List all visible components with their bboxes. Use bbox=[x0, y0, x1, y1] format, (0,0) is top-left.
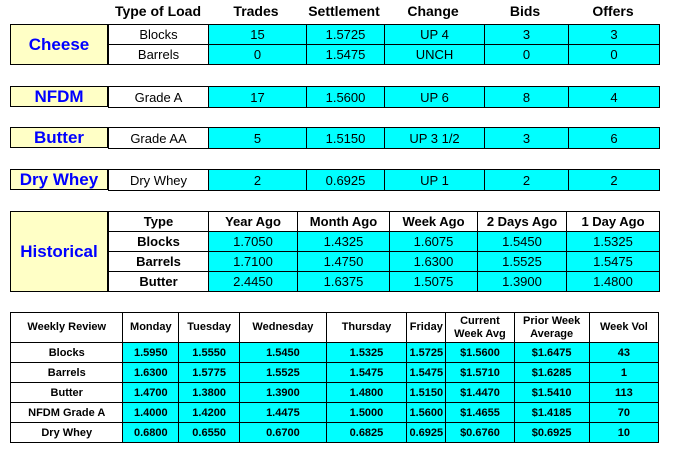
table-row bbox=[109, 170, 660, 191]
historical-cell: 1.3900 bbox=[478, 272, 567, 292]
weekly-review-table bbox=[10, 312, 659, 443]
table-row bbox=[109, 87, 660, 108]
nfdm-table bbox=[108, 86, 660, 108]
weekly-cell: 43 bbox=[589, 343, 658, 363]
cheese-change: UP 4 bbox=[385, 25, 485, 45]
weekly-cell: 1.4700 bbox=[123, 383, 179, 403]
weekly-header: Prior Week Average bbox=[514, 313, 589, 343]
butter-table bbox=[108, 127, 660, 149]
weekly-cell: 1.5150 bbox=[407, 383, 446, 403]
weekly-cell: $0.6925 bbox=[514, 423, 589, 443]
historical-header: Month Ago bbox=[298, 212, 390, 232]
weekly-cell: $0.6760 bbox=[446, 423, 514, 443]
historical-cell: 1.4325 bbox=[298, 232, 390, 252]
weekly-cell: 1.5525 bbox=[240, 363, 327, 383]
historical-table bbox=[108, 211, 660, 292]
cheese-settlement: 1.5725 bbox=[307, 25, 385, 45]
historical-cell: 2.4450 bbox=[209, 272, 298, 292]
nfdm-label: NFDM bbox=[10, 86, 108, 107]
weekly-header: Current Week Avg bbox=[446, 313, 514, 343]
historical-cell: 1.7050 bbox=[209, 232, 298, 252]
weekly-cell: 1.4200 bbox=[179, 403, 240, 423]
weekly-cell: $1.5600 bbox=[446, 343, 514, 363]
historical-header: Year Ago bbox=[209, 212, 298, 232]
dry-whey-type: Dry Whey bbox=[109, 170, 209, 191]
weekly-cell: 1.5475 bbox=[326, 363, 406, 383]
historical-cell: 1.6375 bbox=[298, 272, 390, 292]
weekly-product: Blocks bbox=[11, 343, 123, 363]
butter-trades: 5 bbox=[209, 128, 307, 149]
weekly-cell: 0.6825 bbox=[326, 423, 406, 443]
historical-cell: 1.4750 bbox=[298, 252, 390, 272]
table-row bbox=[11, 403, 659, 423]
cheese-offers: 0 bbox=[569, 45, 660, 65]
historical-cell: 1.5075 bbox=[390, 272, 478, 292]
cheese-change: UNCH bbox=[385, 45, 485, 65]
butter-settlement: 1.5150 bbox=[307, 128, 385, 149]
weekly-cell: 1.5000 bbox=[326, 403, 406, 423]
historical-cell: 1.5325 bbox=[567, 232, 660, 252]
weekly-cell: $1.6285 bbox=[514, 363, 589, 383]
dry-whey-settlement: 0.6925 bbox=[307, 170, 385, 191]
table-row bbox=[109, 128, 660, 149]
historical-label: Historical bbox=[10, 211, 108, 292]
historical-header: 1 Day Ago bbox=[567, 212, 660, 232]
weekly-cell: $1.4470 bbox=[446, 383, 514, 403]
nfdm-settlement: 1.5600 bbox=[307, 87, 385, 108]
weekly-cell: $1.4185 bbox=[514, 403, 589, 423]
historical-header: Type bbox=[109, 212, 209, 232]
table-row bbox=[11, 383, 659, 403]
cheese-bids: 3 bbox=[485, 25, 569, 45]
cheese-type: Blocks bbox=[109, 25, 209, 45]
dry-whey-trades: 2 bbox=[209, 170, 307, 191]
cheese-offers: 3 bbox=[569, 25, 660, 45]
weekly-cell: 1.6300 bbox=[123, 363, 179, 383]
table-row bbox=[11, 313, 659, 343]
weekly-header: Tuesday bbox=[179, 313, 240, 343]
weekly-header: Friday bbox=[407, 313, 446, 343]
weekly-cell: 1.3900 bbox=[240, 383, 327, 403]
weekly-header: Weekly Review bbox=[11, 313, 123, 343]
weekly-cell: $1.5710 bbox=[446, 363, 514, 383]
weekly-cell: 1.5775 bbox=[179, 363, 240, 383]
table-row bbox=[11, 423, 659, 443]
nfdm-bids: 8 bbox=[485, 87, 569, 108]
weekly-header: Wednesday bbox=[240, 313, 327, 343]
butter-offers: 6 bbox=[569, 128, 660, 149]
header-change: Change bbox=[407, 3, 459, 19]
historical-cell: 1.6075 bbox=[390, 232, 478, 252]
weekly-cell: 1.4475 bbox=[240, 403, 327, 423]
weekly-cell: $1.6475 bbox=[514, 343, 589, 363]
weekly-cell: 1.5475 bbox=[407, 363, 446, 383]
weekly-product: Barrels bbox=[11, 363, 123, 383]
historical-cell: 1.7100 bbox=[209, 252, 298, 272]
historical-cell: 1.5475 bbox=[567, 252, 660, 272]
dry-whey-offers: 2 bbox=[569, 170, 660, 191]
weekly-cell: 0.6700 bbox=[240, 423, 327, 443]
nfdm-change: UP 6 bbox=[385, 87, 485, 108]
historical-cell: 1.4800 bbox=[567, 272, 660, 292]
table-row bbox=[109, 252, 660, 272]
weekly-cell: $1.4655 bbox=[446, 403, 514, 423]
table-row bbox=[109, 232, 660, 252]
header-settlement: Settlement bbox=[308, 3, 380, 19]
weekly-cell: 1 bbox=[589, 363, 658, 383]
weekly-header: Week Vol bbox=[589, 313, 658, 343]
weekly-cell: 1.5325 bbox=[326, 343, 406, 363]
header-type-of-load: Type of Load bbox=[114, 3, 202, 19]
nfdm-trades: 17 bbox=[209, 87, 307, 108]
cheese-table bbox=[108, 24, 660, 65]
weekly-cell: 70 bbox=[589, 403, 658, 423]
weekly-cell: 0.6925 bbox=[407, 423, 446, 443]
weekly-cell: 10 bbox=[589, 423, 658, 443]
cheese-trades: 0 bbox=[209, 45, 307, 65]
table-row bbox=[11, 363, 659, 383]
weekly-cell: 1.5450 bbox=[240, 343, 327, 363]
header-trades: Trades bbox=[233, 3, 279, 19]
historical-type: Blocks bbox=[109, 232, 209, 252]
cheese-label: Cheese bbox=[10, 24, 108, 65]
historical-header: 2 Days Ago bbox=[478, 212, 567, 232]
weekly-cell: 1.3800 bbox=[179, 383, 240, 403]
historical-cell: 1.6300 bbox=[390, 252, 478, 272]
historical-header: Week Ago bbox=[390, 212, 478, 232]
weekly-product: Dry Whey bbox=[11, 423, 123, 443]
weekly-cell: 113 bbox=[589, 383, 658, 403]
weekly-product: NFDM Grade A bbox=[11, 403, 123, 423]
butter-change: UP 3 1/2 bbox=[385, 128, 485, 149]
weekly-cell: 0.6800 bbox=[123, 423, 179, 443]
weekly-cell: 1.5600 bbox=[407, 403, 446, 423]
historical-type: Butter bbox=[109, 272, 209, 292]
butter-bids: 3 bbox=[485, 128, 569, 149]
dry-whey-table bbox=[108, 169, 660, 191]
weekly-cell: 1.4800 bbox=[326, 383, 406, 403]
nfdm-offers: 4 bbox=[569, 87, 660, 108]
butter-label: Butter bbox=[10, 127, 108, 148]
dry-whey-label: Dry Whey bbox=[10, 169, 108, 190]
dry-whey-bids: 2 bbox=[485, 170, 569, 191]
table-row bbox=[109, 212, 660, 232]
weekly-product: Butter bbox=[11, 383, 123, 403]
historical-cell: 1.5525 bbox=[478, 252, 567, 272]
historical-cell: 1.5450 bbox=[478, 232, 567, 252]
weekly-cell: 1.5950 bbox=[123, 343, 179, 363]
butter-type: Grade AA bbox=[109, 128, 209, 149]
nfdm-type: Grade A bbox=[109, 87, 209, 108]
weekly-cell: 1.5550 bbox=[179, 343, 240, 363]
weekly-cell: 1.4000 bbox=[123, 403, 179, 423]
weekly-cell: 1.5725 bbox=[407, 343, 446, 363]
table-row bbox=[109, 272, 660, 292]
weekly-cell: 0.6550 bbox=[179, 423, 240, 443]
weekly-cell: $1.5410 bbox=[514, 383, 589, 403]
weekly-header: Monday bbox=[123, 313, 179, 343]
cheese-settlement: 1.5475 bbox=[307, 45, 385, 65]
header-bids: Bids bbox=[509, 3, 541, 19]
cheese-trades: 15 bbox=[209, 25, 307, 45]
table-row bbox=[11, 343, 659, 363]
cheese-bids: 0 bbox=[485, 45, 569, 65]
weekly-header: Thursday bbox=[326, 313, 406, 343]
table-row bbox=[109, 25, 660, 45]
dry-whey-change: UP 1 bbox=[385, 170, 485, 191]
table-row bbox=[109, 45, 660, 65]
historical-type: Barrels bbox=[109, 252, 209, 272]
header-offers: Offers bbox=[592, 3, 634, 19]
cheese-type: Barrels bbox=[109, 45, 209, 65]
